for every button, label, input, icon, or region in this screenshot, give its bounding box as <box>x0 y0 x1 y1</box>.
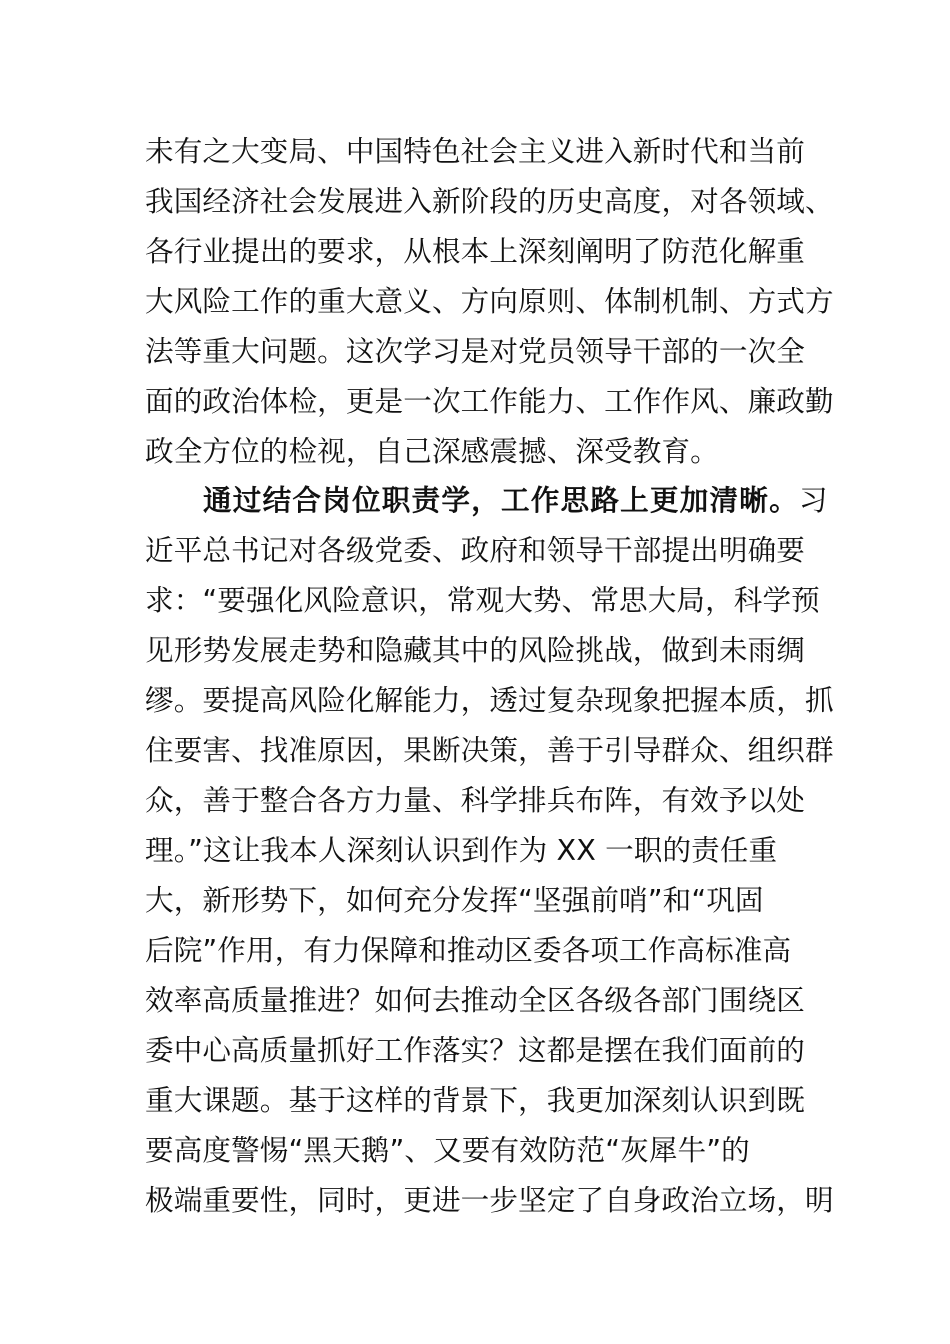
paragraph-2-line: 缪。要提高风险化解能力，透过复杂现象把握本质，抓 <box>145 683 834 717</box>
paragraph-2-line: 后院”作用，有力保障和推动区委各项工作高标准高 <box>145 933 792 967</box>
paragraph-2-line: 效率高质量推进？如何去推动全区各级各部门围绕区 <box>145 983 805 1017</box>
paragraph-2 <box>145 475 834 1225</box>
paragraph-2-line: 见形势发展走势和隐藏其中的风险挑战，做到未雨绸 <box>145 633 805 667</box>
paragraph-2-line: 近平总书记对各级党委、政府和领导干部提出明确要 <box>145 533 805 567</box>
paragraph-2-first-line <box>145 475 828 525</box>
paragraph-2-lead-heading: 通过结合岗位职责学，工作思路上更加清晰。 <box>203 483 799 517</box>
paragraph-1-line: 我国经济社会发展进入新阶段的历史高度，对各领域、 <box>145 184 834 218</box>
paragraph-1-line: 未有之大变局、中国特色社会主义进入新时代和当前 <box>145 134 805 168</box>
paragraph-1-line: 面的政治体检，更是一次工作能力、工作作风、廉政勤 <box>145 384 834 418</box>
paragraph-2-lead-rest: 习 <box>798 483 828 517</box>
paragraph-2-line: 住要害、找准原因，果断决策，善于引导群众、组织群 <box>145 733 834 767</box>
paragraph-2-line: 求：“要强化风险意识，常观大势、常思大局，科学预 <box>145 583 820 617</box>
paragraph-2-line: 委中心高质量抓好工作落实？这都是摆在我们面前的 <box>145 1033 805 1067</box>
paragraph-2-line: 重大课题。基于这样的背景下，我更加深刻认识到既 <box>145 1083 805 1117</box>
paragraph-1-line: 法等重大问题。这次学习是对党员领导干部的一次全 <box>145 334 805 368</box>
paragraph-1 <box>145 126 834 476</box>
paragraph-2-line: 极端重要性，同时，更进一步坚定了自身政治立场，明 <box>145 1183 834 1217</box>
paragraph-1-line: 政全方位的检视，自己深感震撼、深受教育。 <box>145 434 719 468</box>
paragraph-1-line: 各行业提出的要求，从根本上深刻阐明了防范化解重 <box>145 234 805 268</box>
paragraph-2-line: 理。”这让我本人深刻认识到作为 XX 一职的责任重 <box>145 833 778 867</box>
paragraph-2-line: 要高度警惕“黑天鹅”、又要有效防范“灰犀牛”的 <box>145 1133 750 1167</box>
paragraph-2-line: 大，新形势下，如何充分发挥“坚强前哨”和“巩固 <box>145 883 764 917</box>
paragraph-2-line: 众，善于整合各方力量、科学排兵布阵，有效予以处 <box>145 783 805 817</box>
paragraph-1-line: 大风险工作的重大意义、方向原则、体制机制、方式方 <box>145 284 834 318</box>
